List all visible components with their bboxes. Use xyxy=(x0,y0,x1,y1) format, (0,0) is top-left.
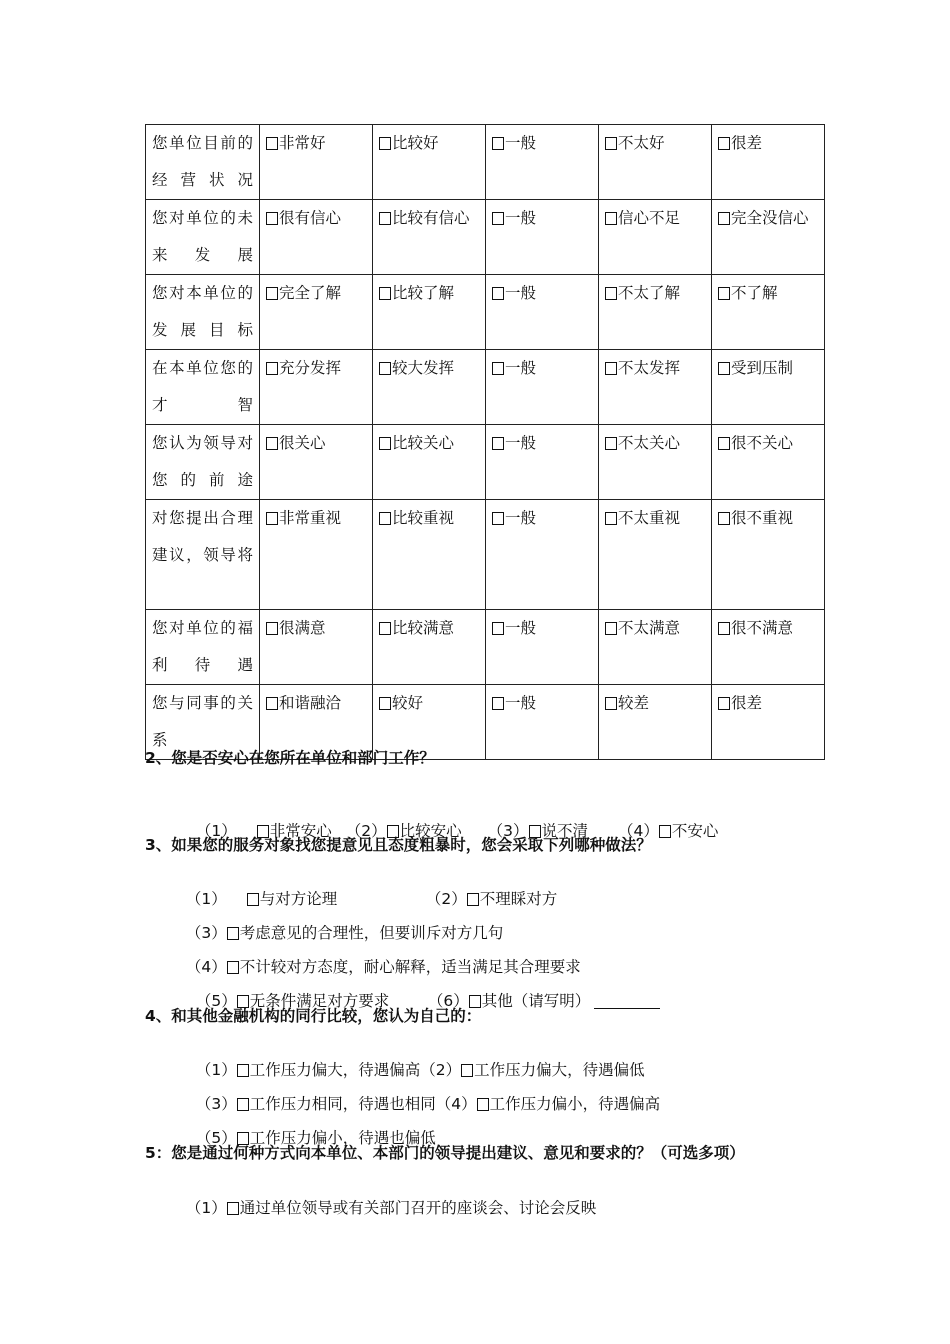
option-cell xyxy=(712,500,825,610)
option-label: 工作压力偏小，待遇偏高 xyxy=(489,1095,661,1113)
option-cell xyxy=(599,425,712,500)
option-label: 较大发挥 xyxy=(392,359,455,377)
option-label: 较好 xyxy=(392,694,424,712)
option-label: 很满意 xyxy=(279,619,326,637)
option-number: （2） xyxy=(425,890,467,908)
option-label: 工作压力偏大，待遇偏高 xyxy=(249,1061,421,1079)
option-label: 比较重视 xyxy=(392,509,455,527)
checkbox[interactable] xyxy=(492,622,504,635)
checkbox[interactable] xyxy=(379,137,391,150)
option-label: 不理睬对方 xyxy=(479,890,558,908)
option-label: 不太了解 xyxy=(618,284,681,302)
checkbox[interactable] xyxy=(718,287,730,300)
checkbox[interactable] xyxy=(227,1202,239,1215)
option-label: 非常好 xyxy=(279,134,326,152)
checkbox[interactable] xyxy=(266,212,278,225)
checkbox[interactable] xyxy=(605,512,617,525)
option-cell xyxy=(712,350,825,425)
option-cell xyxy=(486,500,599,610)
option-label: 一般 xyxy=(505,694,537,712)
q4-options-row-3 xyxy=(186,1108,436,1148)
checkbox[interactable] xyxy=(266,697,278,710)
survey-row xyxy=(146,610,825,685)
option-label: 很不关心 xyxy=(731,434,794,452)
option-cell xyxy=(599,500,712,610)
option-cell xyxy=(373,350,486,425)
option-cell xyxy=(373,610,486,685)
option-label: 不太重视 xyxy=(618,509,681,527)
checkbox[interactable] xyxy=(492,287,504,300)
option-cell xyxy=(712,685,825,760)
option-number: （3） xyxy=(185,924,227,942)
option-number: （2） xyxy=(420,1061,462,1079)
option-label: 较差 xyxy=(618,694,650,712)
option-cell xyxy=(712,275,825,350)
option-cell xyxy=(712,200,825,275)
option-cell xyxy=(599,685,712,760)
option-label: 工作压力偏小，待遇也偏低 xyxy=(249,1129,436,1147)
checkbox[interactable] xyxy=(379,212,391,225)
checkbox[interactable] xyxy=(492,437,504,450)
option-label: 不了解 xyxy=(731,284,778,302)
option-cell xyxy=(260,500,373,610)
option-label: 一般 xyxy=(505,619,537,637)
checkbox[interactable] xyxy=(266,362,278,375)
option-label: 充分发挥 xyxy=(279,359,342,377)
option-label: 一般 xyxy=(505,359,537,377)
checkbox[interactable] xyxy=(492,137,504,150)
survey-row xyxy=(146,200,825,275)
option-cell xyxy=(486,200,599,275)
option-number: （1） xyxy=(185,1199,227,1217)
option-label: 很有信心 xyxy=(279,209,342,227)
option-label: 很不满意 xyxy=(731,619,794,637)
option-number: （2） xyxy=(345,822,387,840)
option-label: 很不重视 xyxy=(731,509,794,527)
checkbox[interactable] xyxy=(718,362,730,375)
survey-row xyxy=(146,425,825,500)
option-label: 说不清 xyxy=(541,822,589,840)
survey-row xyxy=(146,275,825,350)
option-label: 比较好 xyxy=(392,134,439,152)
option-label: 和谐融洽 xyxy=(279,694,342,712)
option-label: 一般 xyxy=(505,509,537,527)
option-label: 很关心 xyxy=(279,434,326,452)
option-cell xyxy=(486,125,599,200)
option-label: 一般 xyxy=(505,134,537,152)
option-label: 一般 xyxy=(505,209,537,227)
checkbox[interactable] xyxy=(659,825,671,838)
option-cell xyxy=(486,425,599,500)
option-number: （3） xyxy=(487,822,529,840)
checkbox[interactable] xyxy=(605,287,617,300)
q3-option-6 xyxy=(418,971,660,1011)
checkbox[interactable] xyxy=(718,437,730,450)
option-cell xyxy=(712,425,825,500)
option-cell xyxy=(373,200,486,275)
checkbox[interactable] xyxy=(718,137,730,150)
option-label: 不太发挥 xyxy=(618,359,681,377)
checkbox[interactable] xyxy=(266,137,278,150)
checkbox[interactable] xyxy=(379,697,391,710)
option-cell xyxy=(599,200,712,275)
option-label: 完全没信心 xyxy=(731,209,809,227)
option-number: （6） xyxy=(427,992,469,1010)
option-cell xyxy=(712,125,825,200)
option-cell xyxy=(486,685,599,760)
option-cell xyxy=(373,275,486,350)
option-label: 工作压力偏大，待遇偏低 xyxy=(474,1061,645,1079)
write-in-blank[interactable] xyxy=(594,1008,660,1009)
question-cell: 您与同事的关系 xyxy=(146,685,260,760)
option-cell xyxy=(486,610,599,685)
checkbox[interactable] xyxy=(266,512,278,525)
option-label: 无条件满足对方要求 xyxy=(249,992,390,1010)
checkbox[interactable] xyxy=(718,622,730,635)
option-cell xyxy=(373,425,486,500)
option-cell xyxy=(712,610,825,685)
option-cell xyxy=(260,275,373,350)
checkbox[interactable] xyxy=(718,212,730,225)
question-cell: 您对单位的福利待遇 xyxy=(146,610,260,685)
option-label: 非常安心 xyxy=(269,822,332,840)
option-label: 非常重视 xyxy=(279,509,342,527)
q4-title: 4、和其他金融机构的同行比较，您认为自己的： xyxy=(145,1007,482,1025)
checkbox[interactable] xyxy=(605,212,617,225)
checkbox[interactable] xyxy=(266,437,278,450)
question-cell: 您对单位的未来发展 xyxy=(146,200,260,275)
question-cell: 您认为领导对您的前途 xyxy=(146,425,260,500)
option-label: 不太关心 xyxy=(618,434,681,452)
option-label: 工作压力相同，待遇也相同 xyxy=(249,1095,436,1113)
option-label: 很差 xyxy=(731,694,763,712)
checkbox[interactable] xyxy=(379,287,391,300)
option-label: 比较关心 xyxy=(392,434,455,452)
option-label: 不太好 xyxy=(618,134,665,152)
question-cell: 对您提出合理建议，领导将 xyxy=(146,500,260,610)
q2-title: 2、您是否安心在您所在单位和部门工作？ xyxy=(145,749,435,767)
option-label: 不太满意 xyxy=(618,619,681,637)
option-label: 一般 xyxy=(505,284,537,302)
q5-option-1 xyxy=(176,1178,596,1218)
option-label: 其他（请写明） xyxy=(481,992,591,1010)
option-cell xyxy=(373,125,486,200)
checkbox[interactable] xyxy=(492,362,504,375)
option-number: （4） xyxy=(185,958,227,976)
checkbox[interactable] xyxy=(379,362,391,375)
checkbox[interactable] xyxy=(492,697,504,710)
option-label: 比较安心 xyxy=(399,822,462,840)
survey-row xyxy=(146,350,825,425)
checkbox[interactable] xyxy=(718,512,730,525)
option-number: （4） xyxy=(618,822,659,840)
option-cell xyxy=(599,125,712,200)
option-label: 不计较对方态度，耐心解释，适当满足其合理要求 xyxy=(239,958,581,976)
option-label: 不安心 xyxy=(671,822,719,840)
checkbox[interactable] xyxy=(266,622,278,635)
option-label: 完全了解 xyxy=(279,284,342,302)
option-label: 比较满意 xyxy=(392,619,455,637)
survey-table xyxy=(145,124,825,760)
option-label: 通过单位领导或有关部门召开的座谈会、讨论会反映 xyxy=(239,1199,597,1217)
option-number: （3） xyxy=(195,1095,237,1113)
option-cell xyxy=(599,350,712,425)
option-number: （4） xyxy=(435,1095,477,1113)
option-cell xyxy=(599,275,712,350)
checkbox[interactable] xyxy=(477,1098,489,1111)
option-cell xyxy=(486,275,599,350)
checkbox[interactable] xyxy=(605,362,617,375)
option-cell xyxy=(486,350,599,425)
checkbox[interactable] xyxy=(379,622,391,635)
option-cell xyxy=(260,200,373,275)
checkbox[interactable] xyxy=(492,212,504,225)
question-cell: 您对本单位的发展目标 xyxy=(146,275,260,350)
option-label: 比较了解 xyxy=(392,284,455,302)
checkbox[interactable] xyxy=(379,512,391,525)
option-cell xyxy=(260,425,373,500)
q5-title: 5：您是通过何种方式向本单位、本部门的领导提出建议、意见和要求的？（可选多项） xyxy=(145,1144,745,1162)
option-number: （1） xyxy=(195,1061,237,1079)
option-label: 比较有信心 xyxy=(392,209,470,227)
option-label: 与对方论理 xyxy=(259,890,338,908)
option-cell xyxy=(260,610,373,685)
survey-row xyxy=(146,125,825,200)
option-label: 一般 xyxy=(505,434,537,452)
checkbox[interactable] xyxy=(492,512,504,525)
q3-title: 3、如果您的服务对象找您提意见且态度粗暴时，您会采取下列哪种做法？ xyxy=(145,836,652,854)
option-label: 很差 xyxy=(731,134,763,152)
option-label: 受到压制 xyxy=(731,359,794,377)
option-number: （5） xyxy=(195,992,237,1010)
option-label: 信心不足 xyxy=(618,209,681,227)
checkbox[interactable] xyxy=(718,697,730,710)
option-cell xyxy=(373,500,486,610)
survey-row xyxy=(146,500,825,610)
checkbox[interactable] xyxy=(605,622,617,635)
option-number: （1） xyxy=(185,890,227,908)
question-cell: 您单位目前的经营状况 xyxy=(146,125,260,200)
checkbox[interactable] xyxy=(379,437,391,450)
option-cell xyxy=(260,350,373,425)
checkbox[interactable] xyxy=(605,437,617,450)
option-number: （5） xyxy=(195,1129,237,1147)
option-label: 考虑意见的合理性，但要训斥对方几句 xyxy=(239,924,504,942)
checkbox[interactable] xyxy=(266,287,278,300)
option-number: （1） xyxy=(195,822,237,840)
question-cell: 在本单位您的才智 xyxy=(146,350,260,425)
q3-option-5 xyxy=(186,971,389,1011)
option-cell xyxy=(260,125,373,200)
checkbox[interactable] xyxy=(605,137,617,150)
checkbox[interactable] xyxy=(605,697,617,710)
option-cell xyxy=(599,610,712,685)
